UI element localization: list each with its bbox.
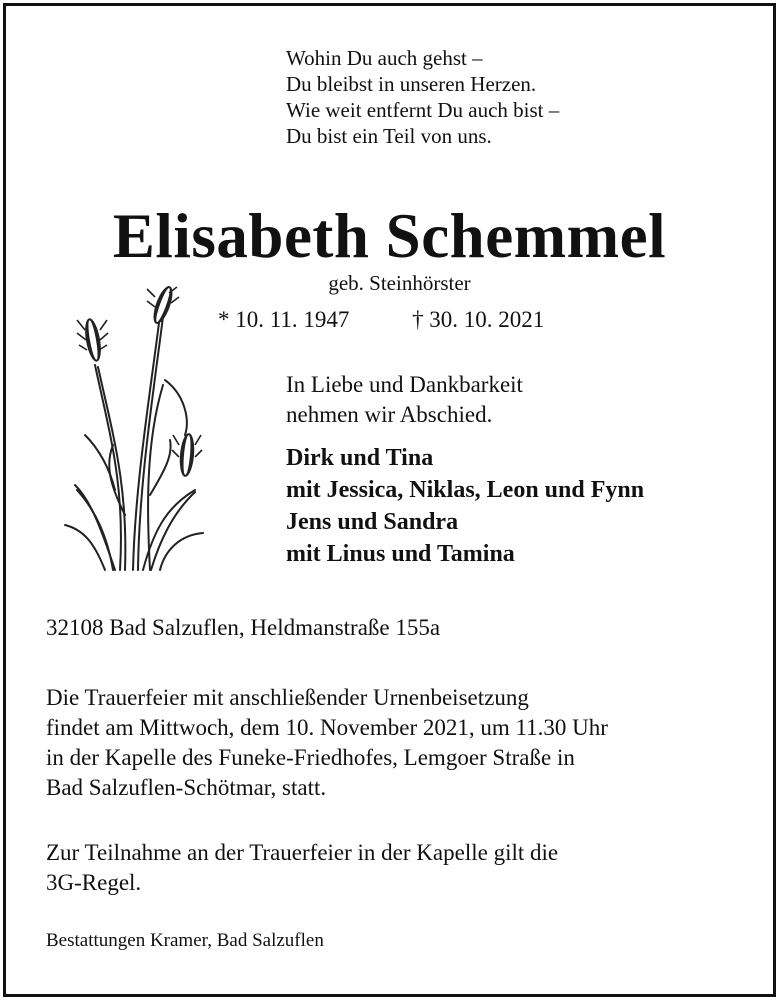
funeral-line: in der Kapelle des Funeke-Friedhofes, Lemgoer Straße in xyxy=(46,745,575,770)
address: 32108 Bad Salzuflen, Heldmanstraße 155a xyxy=(46,615,441,640)
family-line: Dirk und Tina xyxy=(286,445,434,471)
poem-line: Wie weit entfernt Du auch bist – xyxy=(286,98,560,122)
family-line: mit Linus und Tamina xyxy=(286,541,515,567)
death-date: † 30. 10. 2021 xyxy=(412,307,545,332)
farewell-text xyxy=(286,370,523,430)
covid-line: Zur Teilnahme an der Trauerfeier in der Kapelle gilt die xyxy=(46,840,559,865)
funeral-line: Bad Salzuflen-Schötmar, statt. xyxy=(46,775,327,800)
poem-line: Du bleibst in unseren Herzen. xyxy=(286,72,537,96)
farewell-line: nehmen wir Abschied. xyxy=(286,402,493,427)
wheat-icon xyxy=(55,285,205,585)
poem-line: Wohin Du auch gehst – xyxy=(286,46,483,70)
poem xyxy=(286,45,559,149)
family-list xyxy=(286,442,644,570)
maiden-name: geb. Steinhörster xyxy=(328,271,471,295)
deceased-name: Elisabeth Schemmel xyxy=(112,201,667,271)
funeral-line: Die Trauerfeier mit anschließender Urnenbeisetzung xyxy=(46,685,529,710)
covid-notice xyxy=(46,838,558,898)
covid-line: 3G-Regel. xyxy=(46,870,142,895)
farewell-line: In Liebe und Dankbarkeit xyxy=(286,372,523,397)
family-line: mit Jessica, Niklas, Leon und Fynn xyxy=(286,477,645,503)
poem-line: Du bist ein Teil von uns. xyxy=(286,124,492,148)
undertaker: Bestattungen Kramer, Bad Salzuflen xyxy=(46,930,324,951)
birth-date: * 10. 11. 1947 xyxy=(218,307,350,332)
family-line: Jens und Sandra xyxy=(286,509,459,535)
funeral-line: findet am Mittwoch, dem 10. November 2021, um 11.30 Uhr xyxy=(46,715,608,740)
funeral-info xyxy=(46,683,608,803)
